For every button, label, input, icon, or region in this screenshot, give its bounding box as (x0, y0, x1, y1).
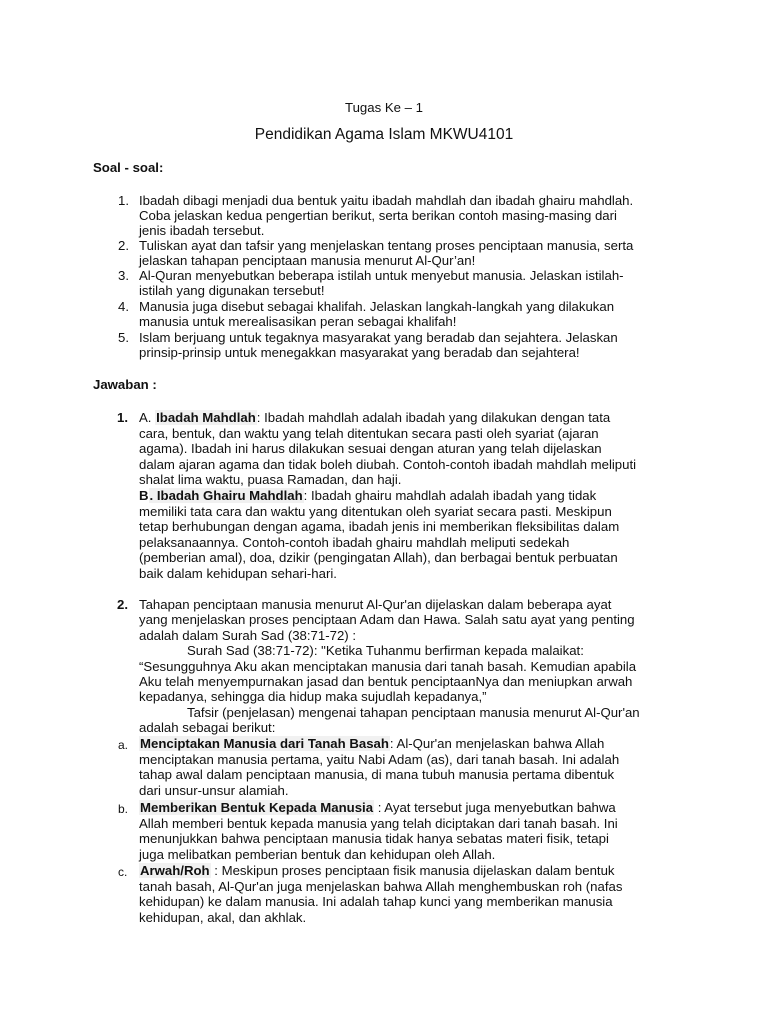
answer-number: 1. (117, 410, 128, 425)
answer-line: Allah memberi bentuk kepada manusia yang telah diciptakan dari tanah basah. Ini (139, 816, 618, 831)
term-ibadah-ghairu-mahdlah: . Ibadah Ghairu Mahdlah (149, 488, 303, 503)
verse-line: kepadanya, sehingga dia hidup maka sujudlah kepadanya,” (139, 689, 487, 704)
answers-heading: Jawaban : (93, 377, 157, 392)
subitem-label: c. (118, 865, 128, 879)
question-line: Islam berjuang untuk tegaknya masyarakat yang beradab dan sejahtera. Jelaskan (139, 330, 618, 345)
question-line: Ibadah dibagi menjadi dua bentuk yaitu ibadah mahdlah dan ibadah ghairu mahdlah. (139, 193, 634, 208)
term-tanah-basah: Menciptakan Manusia dari Tanah Basah (140, 736, 389, 751)
question-number: 5. (118, 330, 129, 345)
answer-number: 2. (117, 597, 128, 612)
question-line: jenis ibadah tersebut. (139, 223, 265, 238)
answer-line: tahap awal dalam penciptaan manusia, di mana tubuh manusia pertama dibentuk (139, 767, 615, 782)
answer-line: memiliki tata cara dan waktu yang ditentukan oleh syariat secara pasti. Meskipun (139, 504, 612, 519)
subitem-a-first-line: Menciptakan Manusia dari Tanah Basah: Al-Qur'an menjelaskan bahwa Allah (140, 736, 605, 751)
questions-heading: Soal - soal: (93, 160, 164, 175)
question-line: jelaskan tahapan penciptaan manusia menurut Al-Qur’an! (139, 253, 476, 268)
term-memberikan-bentuk: Memberikan Bentuk Kepada Manusia (140, 800, 374, 815)
answer-line: yang menjelaskan proses penciptaan Adam dan Hawa. Salah satu ayat yang penting (139, 612, 635, 627)
question-number: 3. (118, 268, 129, 283)
verse-line: “Sesungguhnya Aku akan menciptakan manusia dari tanah basah. Kemudian apabila (139, 659, 637, 674)
answer-line: agama). Ibadah ini harus dilakukan sesuai dengan aturan yang telah dijelaskan (139, 441, 602, 456)
subitem-b-first-line: Memberikan Bentuk Kepada Manusia : Ayat tersebut juga menyebutkan bahwa (140, 800, 616, 815)
question-line: Al-Quran menyebutkan beberapa istilah untuk menyebut manusia. Jelaskan istilah- (139, 268, 624, 283)
answer-line: shalat lima waktu, puasa Ramadan, dan haji. (139, 472, 402, 487)
answer-line: dalam ajaran agama dan tidak boleh diubah. Contoh-contoh ibadah mahdlah meliputi (139, 457, 637, 472)
answer-line: (pemberian amal), doa, dzikir (pengingatan Allah), dan berbagai bentuk perbuatan (139, 550, 618, 565)
subitem-label: b. (118, 802, 129, 816)
answer-1b-first-line: B. Ibadah Ghairu Mahdlah: Ibadah ghairu mahdlah adalah ibadah yang tidak (139, 488, 597, 503)
answer-line: baik dalam kehidupan sehari-hari. (139, 566, 337, 581)
question-line: Coba jelaskan kedua pengertian berikut, serta berikan contoh masing-masing dari (139, 208, 617, 223)
answer-1a-first-line: A. Ibadah Mahdlah: Ibadah mahdlah adalah ibadah yang dilakukan dengan tata (139, 410, 611, 425)
question-number: 1. (118, 193, 129, 208)
answer-line: pelaksanaannya. Contoh-contoh ibadah ghairu mahdlah meliputi sedekah (139, 535, 570, 550)
answer-line: menciptakan manusia pertama, yaitu Nabi Adam (as), dari tanah basah. Ini adalah (139, 752, 620, 767)
verse-line: Surah Sad (38:71-72): "Ketika Tuhanmu berfirman kepada malaikat: (187, 643, 584, 658)
task-title: Tugas Ke – 1 (345, 100, 423, 115)
answer-line: juga melibatkan pemberian bentuk dan kehidupan oleh Allah. (139, 847, 496, 862)
answer-line: tetap berhubungan dengan agama, ibadah jenis ini memberikan fleksibilitas dalam (139, 519, 620, 534)
answer-line: Tahapan penciptaan manusia menurut Al-Qur'an dijelaskan dalam beberapa ayat (139, 597, 612, 612)
question-number: 4. (118, 299, 129, 314)
term-arwah-roh: Arwah/Roh (140, 863, 210, 878)
tafsir-line: adalah sebagai berikut: (139, 720, 276, 735)
question-line: prinsip-prinsip untuk menegakkan masyarakat yang beradab dan sejahtera! (139, 345, 580, 360)
answer-line: adalah dalam Surah Sad (38:71-72) : (139, 628, 357, 643)
question-line: istilah yang digunakan tersebut! (139, 283, 325, 298)
tafsir-line: Tafsir (penjelasan) mengenai tahapan penciptaan manusia menurut Al-Qur'an (187, 705, 640, 720)
answer-line: kehidupan) ke dalam manusia. Ini adalah tahap kunci yang memberikan manusia (139, 894, 613, 909)
answer-line: tanah basah, Al-Qur'an juga menjelaskan bahwa Allah menghembuskan roh (nafas (139, 879, 623, 894)
question-line: Manusia juga disebut sebagai khalifah. Jelaskan langkah-langkah yang dilakukan (139, 299, 615, 314)
answer-line: cara, bentuk, dan waktu yang telah ditentukan secara pasti oleh syariat (ajaran (139, 426, 599, 441)
subitem-label: a. (118, 738, 129, 752)
subitem-c-first-line: Arwah/Roh : Meskipun proses penciptaan fisik manusia dijelaskan dalam bentuk (140, 863, 615, 878)
question-line: Tuliskan ayat dan tafsir yang menjelaskan tentang proses penciptaan manusia, serta (139, 238, 634, 253)
answer-line: menunjukkan bahwa penciptaan manusia tidak hanya sebatas materi fisik, tetapi (139, 831, 609, 846)
term-ibadah-mahdlah: Ibadah Mahdlah (156, 410, 256, 425)
answer-line: kehidupan, akal, dan akhlak. (139, 910, 307, 925)
question-line: manusia untuk merealisasikan peran sebagai khalifah! (139, 314, 457, 329)
question-number: 2. (118, 238, 129, 253)
verse-line: Aku telah menyempurnakan jasad dan bentuk penciptaanNya dan meniupkan arwah (139, 674, 633, 689)
course-title: Pendidikan Agama Islam MKWU4101 (254, 126, 514, 143)
answer-line: dari unsur-unsur alamiah. (139, 783, 289, 798)
